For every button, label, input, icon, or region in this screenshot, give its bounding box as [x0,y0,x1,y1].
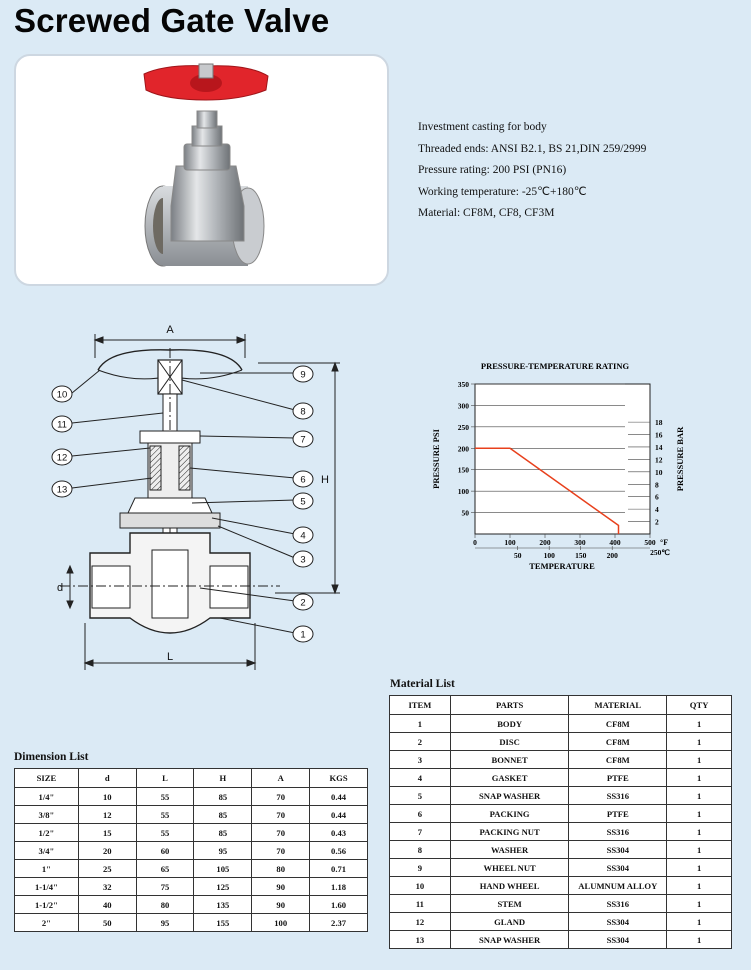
f-tick-label: 200 [539,538,551,547]
table-cell: 15 [78,824,136,842]
bar-tick-label: 2 [655,517,659,527]
callout-label: 5 [300,496,306,508]
valve-section-drawing [40,318,340,678]
unit-f-label: °F [660,538,669,547]
table-cell: 70 [252,824,310,842]
table-cell: WHEEL NUT [450,859,569,877]
column-header: L [136,769,194,788]
column-header: A [252,769,310,788]
callout-label: 2 [300,597,306,609]
table-cell: 95 [194,842,252,860]
callout-label: 7 [300,434,306,446]
table-cell: 90 [252,878,310,896]
dimension-row [15,878,368,896]
material-row [390,913,732,931]
table-cell: BODY [450,715,569,733]
c-tick-label: 150 [575,551,587,560]
table-cell: SS316 [569,895,667,913]
bar-tick-label: 4 [655,505,659,515]
table-cell: 155 [194,914,252,932]
dimension-row [15,806,368,824]
column-header: MATERIAL [569,696,667,715]
bar-tick-label: 16 [655,430,663,440]
table-cell: 100 [252,914,310,932]
table-cell: 1 [667,931,732,949]
table-cell: 3/4" [15,842,79,860]
table-cell: 55 [136,788,194,806]
bar-tick-label: 14 [655,442,663,452]
material-row [390,787,732,805]
psi-tick-label: 300 [457,401,469,411]
table-cell: 8 [390,841,451,859]
table-cell: 80 [252,860,310,878]
bar-tick-label: 8 [655,480,659,490]
chart-title: PRESSURE-TEMPERATURE RATING [480,361,630,371]
table-cell: 75 [136,878,194,896]
callout-label: 3 [300,554,306,566]
table-cell: ALUMNUM ALLOY [569,877,667,895]
table-cell: CF8M [569,751,667,769]
psi-tick-label: 200 [457,444,469,454]
spec-line: Pressure rating: 200 PSI (PN16) [418,164,567,176]
table-cell: PACKING NUT [450,823,569,841]
page-title: Screwed Gate Valve [14,2,330,39]
material-row [390,859,732,877]
material-row [390,805,732,823]
table-cell: PTFE [569,769,667,787]
table-cell: 105 [194,860,252,878]
psi-tick-label: 150 [457,465,469,475]
table-cell: 7 [390,823,451,841]
table-cell: 1/4" [15,788,79,806]
table-cell: SS316 [569,823,667,841]
table-cell: 40 [78,896,136,914]
table-cell: 1 [667,733,732,751]
y2-axis-label: PRESSURE BAR [675,426,685,492]
table-cell: 95 [136,914,194,932]
column-header: d [78,769,136,788]
psi-tick-label: 350 [457,380,469,389]
table-cell: 1.18 [310,878,368,896]
table-cell: 65 [136,860,194,878]
table-cell: 1 [667,859,732,877]
table-cell: 13 [390,931,451,949]
material-row [390,769,732,787]
table-cell: DISC [450,733,569,751]
material-row [390,841,732,859]
c-tick-label: 100 [543,551,555,560]
dim-l-label: L [166,651,174,663]
c-tick-label: 50 [513,551,522,560]
table-cell: 1" [15,860,79,878]
table-cell: 1-1/2" [15,896,79,914]
table-cell: STEM [450,895,569,913]
table-cell: SS304 [569,841,667,859]
table-cell: 85 [194,824,252,842]
table-cell: SNAP WASHER [450,931,569,949]
table-cell: 0.43 [310,824,368,842]
table-cell: 135 [194,896,252,914]
table-cell: 10 [390,877,451,895]
material-row [390,931,732,949]
dim-d-label: d [56,582,64,594]
table-cell: 5 [390,787,451,805]
table-cell: 50 [78,914,136,932]
material-row [390,823,732,841]
psi-tick-label: 100 [457,487,469,497]
table-cell: 55 [136,824,194,842]
table-cell: 80 [136,896,194,914]
table-cell: 20 [78,842,136,860]
psi-tick-label: 250 [457,422,469,432]
dimension-row [15,896,368,914]
unit-c-label: 250℃ [650,548,670,557]
table-cell: 70 [252,806,310,824]
plot-area [475,384,650,534]
table-cell: 0.44 [310,788,368,806]
bar-tick-label: 6 [655,492,659,502]
dimension-list-table [14,768,368,932]
spec-line: Investment casting for body [418,121,547,133]
table-cell: 125 [194,878,252,896]
dimension-row [15,842,368,860]
table-cell: SNAP WASHER [450,787,569,805]
table-cell: 3 [390,751,451,769]
spec-line: Threaded ends: ANSI B2.1, BS 21,DIN 259/2999 [418,142,647,155]
callout-label: 10 [56,389,68,401]
table-cell: 1 [667,769,732,787]
table-cell: 25 [78,860,136,878]
table-cell: 1 [667,913,732,931]
y-axis-label: PRESSURE PSI [431,429,441,489]
spec-line: Material: CF8M, CF8, CF3M [418,207,555,219]
table-cell: 70 [252,788,310,806]
table-cell: 6 [390,805,451,823]
dimension-row [15,788,368,806]
table-cell: 0.56 [310,842,368,860]
table-cell: 1.60 [310,896,368,914]
table-cell: 90 [252,896,310,914]
table-cell: 1 [667,877,732,895]
table-cell: 55 [136,806,194,824]
table-cell: 1 [667,751,732,769]
table-cell: 60 [136,842,194,860]
material-list-title: Material List [390,678,455,690]
product-photo [14,54,389,286]
table-cell: 1-1/4" [15,878,79,896]
f-tick-label: 500 [644,538,656,547]
callout-label: 1 [300,629,306,641]
column-header: H [194,769,252,788]
table-cell: 12 [78,806,136,824]
table-cell: 10 [78,788,136,806]
callout-label: 11 [57,419,67,431]
pressure-temperature-chart [425,357,715,572]
table-cell: GLAND [450,913,569,931]
material-row [390,895,732,913]
material-list-table [389,695,732,949]
table-cell: 1 [667,787,732,805]
table-cell: WASHER [450,841,569,859]
bar-tick-label: 12 [655,455,663,465]
column-header: KGS [310,769,368,788]
f-tick-label: 0 [473,538,477,547]
table-cell: 11 [390,895,451,913]
f-tick-label: 100 [504,538,516,547]
gate-valve-photo-icon [16,56,387,284]
column-header: SIZE [15,769,79,788]
dimension-row [15,824,368,842]
table-cell: HAND WHEEL [450,877,569,895]
dimension-list-title: Dimension List [14,751,89,763]
dimension-row [15,914,368,932]
dimension-row [15,860,368,878]
table-cell: 12 [390,913,451,931]
table-cell: 0.44 [310,806,368,824]
spec-list [418,117,646,225]
table-cell: 1 [667,895,732,913]
f-tick-label: 300 [574,538,586,547]
column-header: PARTS [450,696,569,715]
dim-h-label: H [321,474,329,486]
table-cell: 4 [390,769,451,787]
callout-label: 4 [300,530,306,542]
table-cell: PACKING [450,805,569,823]
bar-tick-label: 18 [655,418,663,428]
c-tick-label: 200 [606,551,618,560]
psi-tick-label: 50 [461,508,469,518]
table-cell: GASKET [450,769,569,787]
table-cell: 70 [252,842,310,860]
table-cell: SS304 [569,913,667,931]
table-cell: PTFE [569,805,667,823]
table-cell: 1 [667,823,732,841]
table-cell: CF8M [569,715,667,733]
table-cell: 1 [667,841,732,859]
table-cell: 3/8" [15,806,79,824]
x-axis-label: TEMPERATURE [529,561,595,571]
table-cell: 9 [390,859,451,877]
material-row [390,715,732,733]
table-cell: 85 [194,806,252,824]
table-cell: 32 [78,878,136,896]
column-header: ITEM [390,696,451,715]
bar-tick-label: 10 [655,467,663,477]
f-tick-label: 400 [609,538,621,547]
table-cell: 2" [15,914,79,932]
column-header: QTY [667,696,732,715]
material-row [390,751,732,769]
table-cell: 0.71 [310,860,368,878]
table-cell: CF8M [569,733,667,751]
table-cell: 85 [194,788,252,806]
material-row [390,733,732,751]
callout-label: 12 [56,452,68,464]
callout-label: 6 [300,474,306,486]
table-cell: 2 [390,733,451,751]
dim-a-label: A [166,324,174,336]
material-row [390,877,732,895]
table-cell: SS304 [569,931,667,949]
table-cell: SS304 [569,859,667,877]
table-cell: 2.37 [310,914,368,932]
spec-line: Working temperature: -25℃+180℃ [418,185,587,198]
table-cell: 1/2" [15,824,79,842]
table-cell: 1 [390,715,451,733]
table-cell: 1 [667,715,732,733]
table-cell: SS316 [569,787,667,805]
callout-label: 13 [56,484,68,496]
table-cell: BONNET [450,751,569,769]
callout-label: 9 [300,369,306,381]
callout-label: 8 [300,406,306,418]
table-cell: 1 [667,805,732,823]
